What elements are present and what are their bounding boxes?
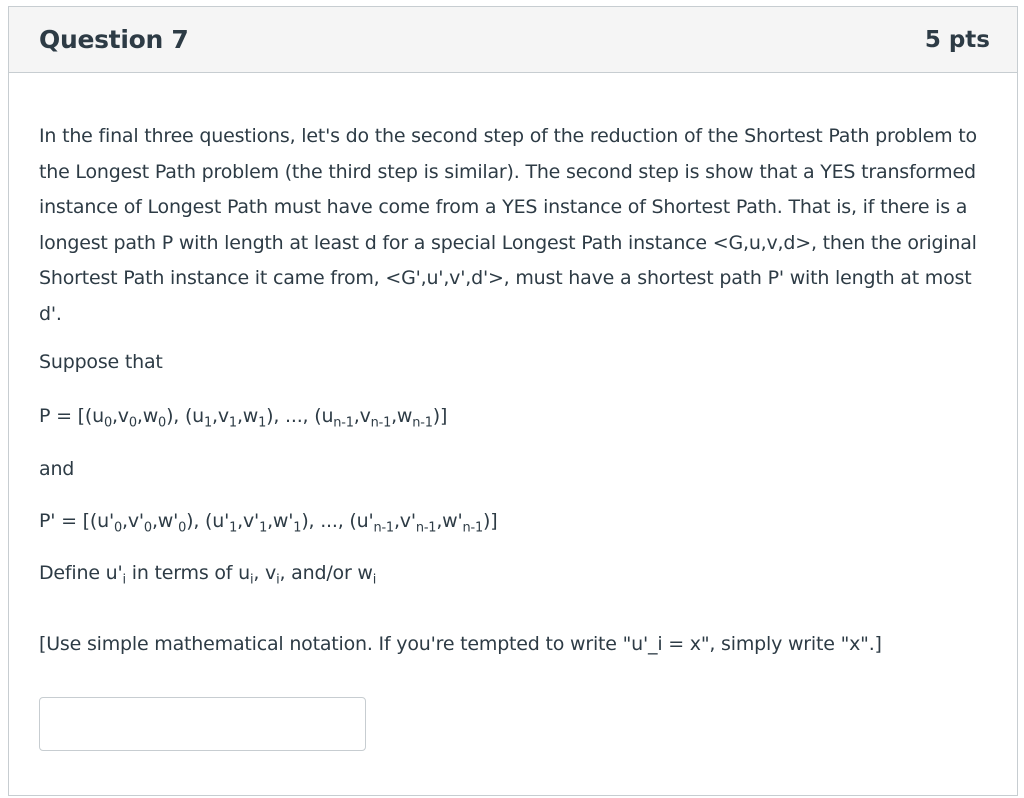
question-body	[9, 73, 1017, 332]
formula-text: )	[186, 510, 194, 532]
formula-text: , (u'	[193, 510, 230, 532]
suppose-text: Suppose that	[39, 351, 163, 373]
formula-text: ,v'	[122, 510, 144, 532]
question-title: Question 7	[39, 25, 189, 54]
formula-text: ,v	[353, 405, 371, 427]
formula-text: P = [	[39, 405, 85, 427]
formula-subscript: 1	[204, 415, 213, 431]
formula-subscript: n-1	[370, 415, 392, 431]
formula-text: ,v'	[237, 510, 260, 532]
formula-subscript: n-1	[373, 520, 394, 536]
define-fragment: in terms of u	[125, 562, 250, 584]
formula-subscript: 1	[228, 415, 237, 431]
formula-text: , (u	[173, 405, 205, 427]
formula-text: ,w'	[151, 510, 179, 532]
question-intro: In the final three questions, let's do the second step of the reduction of the Shortest Path problem to the Longest Path problem (the third step is similar). The second step is show that a YES transformed instance of Longest Path must have come from a YES instance of Shortest Path. That is, if there is a longest path P with length at least d for a special Longest Path instance <G,u,v,d>, then the original Shortest Path instance it came from, <G',u',v',d'>, must have a shortest path P' with length at most d'.	[39, 125, 977, 325]
define-subscript: i	[249, 572, 254, 588]
hint-text: [Use simple mathematical notation. If you're tempted to write "u'_i = x", simply write "x".]	[39, 633, 882, 655]
formula-subscript: 0	[178, 520, 187, 536]
question-header	[9, 7, 1017, 73]
formula-subscript: n-1	[462, 520, 483, 536]
formula-text: ,v	[111, 405, 129, 427]
formula-text: P' = [	[39, 510, 90, 532]
answer-input[interactable]	[39, 697, 366, 751]
formula-subscript: n-1	[333, 415, 354, 431]
formula-text: ,w'	[436, 510, 463, 532]
formula-subscript: n-1	[412, 415, 433, 431]
define-subscript: i	[372, 572, 377, 588]
formula-text: ,w'	[267, 510, 294, 532]
formula-text: )	[301, 510, 309, 532]
formula-text: (u'	[89, 510, 114, 532]
formula-subscript: 0	[128, 415, 137, 431]
formula-subscript: 0	[143, 520, 152, 536]
formula-text: )	[266, 405, 274, 427]
path-p-prime-formula	[39, 510, 498, 536]
question-card	[8, 6, 1018, 796]
formula-subscript: 0	[103, 415, 112, 431]
define-text	[39, 562, 377, 588]
define-fragment: , v	[253, 562, 277, 584]
formula-text: ,v	[212, 405, 229, 427]
formula-text: ,w	[236, 405, 259, 427]
formula-text: )	[166, 405, 174, 427]
define-fragment: , and/or w	[279, 562, 373, 584]
define-subscript: i	[122, 572, 126, 588]
formula-text: , ..., (u'	[308, 510, 374, 532]
formula-subscript: 1	[293, 520, 302, 536]
path-p-formula	[39, 405, 448, 431]
formula-text: )]	[482, 510, 498, 532]
formula-text: ,w	[136, 405, 159, 427]
formula-text: (u	[84, 405, 104, 427]
formula-subscript: 1	[259, 520, 268, 536]
formula-text: , ..., (u	[273, 405, 334, 427]
formula-subscript: 1	[229, 520, 238, 536]
question-points: 5 pts	[924, 26, 990, 53]
formula-subscript: 0	[113, 520, 122, 536]
formula-subscript: 1	[258, 415, 267, 431]
formula-text: ,v'	[393, 510, 416, 532]
define-subscript: i	[276, 572, 280, 588]
and-text: and	[39, 458, 75, 480]
formula-subscript: n-1	[415, 520, 437, 536]
formula-text: ,w	[391, 405, 413, 427]
formula-text: )]	[432, 405, 448, 427]
formula-subscript: 0	[158, 415, 167, 431]
define-fragment: Define u'	[39, 562, 123, 584]
